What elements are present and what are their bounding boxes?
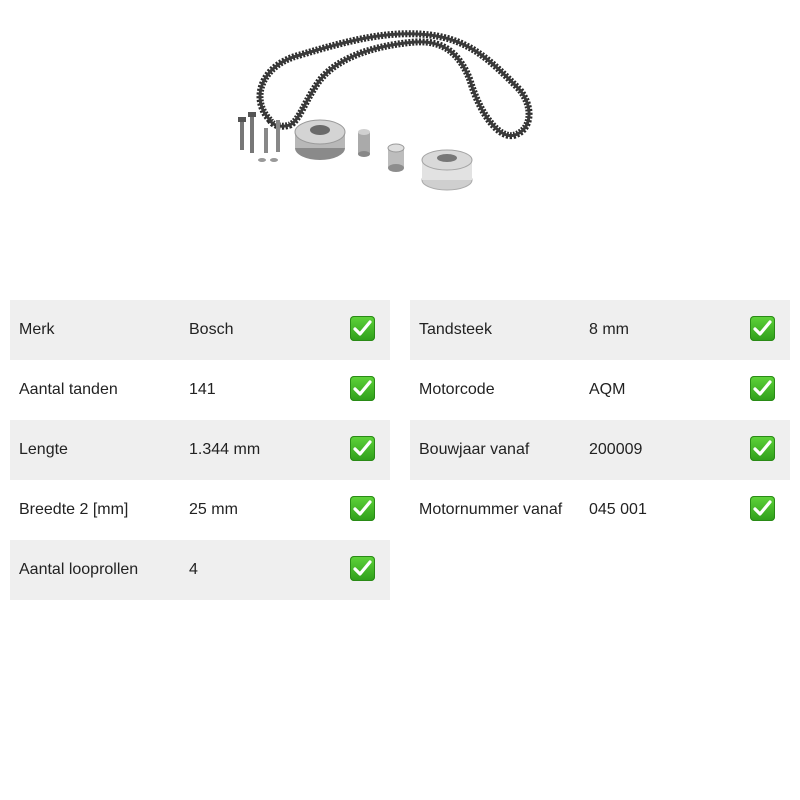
spec-value: 1.344 mm [189, 441, 261, 458]
spec-row-merk [10, 300, 390, 360]
spec-value: 4 [189, 561, 198, 578]
check-mark-icon [350, 436, 375, 461]
spec-value: AQM [589, 381, 626, 398]
check-mark-icon [350, 556, 375, 581]
spec-row-aantal-tanden [10, 360, 390, 420]
spec-row-motornummer-vanaf [410, 480, 790, 540]
spec-value: 045 001 [589, 501, 647, 518]
spec-label: Bouwjaar vanaf [419, 441, 530, 458]
spec-row-bouwjaar-vanaf [410, 420, 790, 480]
spec-value: 25 mm [189, 501, 238, 518]
spec-value: 200009 [589, 441, 643, 458]
spec-table-left [10, 300, 390, 600]
check-mark-icon [750, 316, 775, 341]
spec-value: Bosch [189, 321, 234, 338]
check-mark-icon [750, 496, 775, 521]
check-mark-icon [350, 316, 375, 341]
spec-label: Lengte [19, 441, 68, 458]
spec-label: Aantal tanden [19, 381, 118, 398]
spec-row-lengte [10, 420, 390, 480]
spec-row-breedte [10, 480, 390, 540]
check-mark-icon [750, 436, 775, 461]
spec-value: 8 mm [589, 321, 629, 338]
spec-row-tandsteek [410, 300, 790, 360]
spec-label: Motornummer vanaf [419, 501, 563, 518]
spec-label: Tandsteek [419, 321, 492, 338]
check-mark-icon [350, 376, 375, 401]
product-image [230, 20, 540, 200]
check-mark-icon [350, 496, 375, 521]
spec-value: 141 [189, 381, 216, 398]
spec-table-right [410, 300, 790, 540]
spec-row-aantal-looprollen [10, 540, 390, 600]
spec-label: Motorcode [419, 381, 495, 398]
spec-label: Breedte 2 [mm] [19, 501, 129, 518]
spec-row-motorcode [410, 360, 790, 420]
check-mark-icon [750, 376, 775, 401]
spec-label: Merk [19, 321, 55, 338]
spec-label: Aantal looprollen [19, 561, 139, 578]
